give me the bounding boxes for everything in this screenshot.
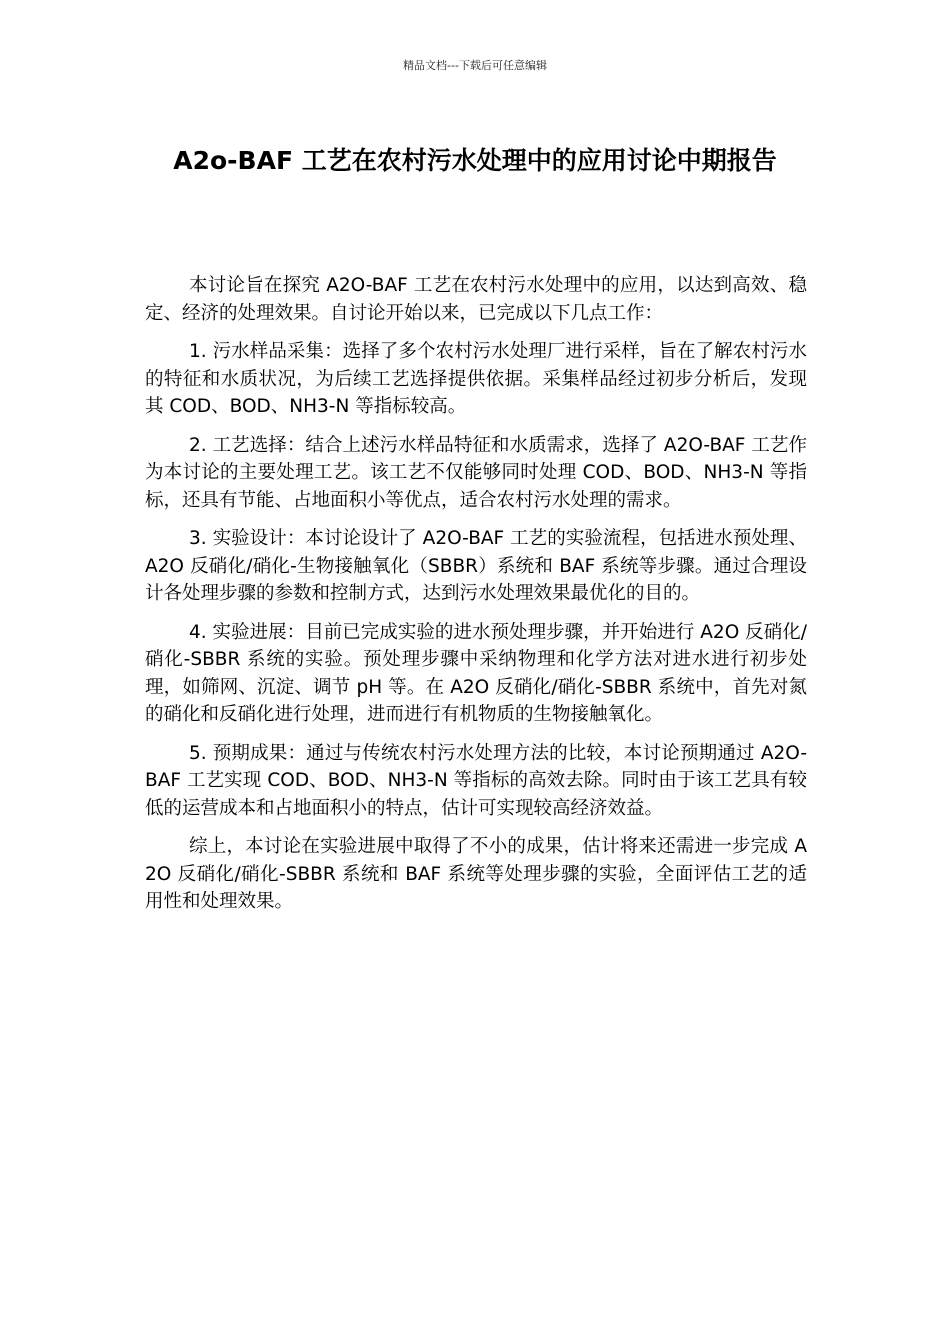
- paragraph-conclusion: 综上，本讨论在实验进展中取得了不小的成果，估计将来还需进一步完成 A2O 反硝化/硝化-SBBR 系统和 BAF 系统等处理步骤的实验，全面评估工艺的适用性和处理效果。: [145, 836, 807, 912]
- paragraph-process-selection: 2. 工艺选择：结合上述污水样品特征和水质需求，选择了 A2O-BAF 工艺作为本讨论的主要处理工艺。该工艺不仅能够同时处理 COD、BOD、NH3-N 等指标，还具有节能、占地面积小等优点，适合农村污水处理的需求。: [145, 434, 807, 511]
- paragraph-experiment-progress: 4. 实验进展：目前已完成实验的进水预处理步骤，并开始进行 A2O 反硝化/硝化-SBBR 系统的实验。预处理步骤中采纳物理和化学方法对进水进行初步处理，如筛网、沉淀、调节 pH 等。在 A2O 反硝化/硝化-SBBR 系统中，首先对氮的硝化和反硝化进行处理，进而进行有机物质的生物接触氧化。: [145, 621, 807, 725]
- header-note: 精品文档---下载后可任意编辑: [403, 59, 547, 72]
- paragraph-sample-collection: 1. 污水样品采集：选择了多个农村污水处理厂进行采样，旨在了解农村污水的特征和水质状况，为后续工艺选择提供依据。采集样品经过初步分析后，发现其 COD、BOD、NH3-N 等指标较高。: [145, 341, 807, 417]
- document-title: A2o-BAF 工艺在农村污水处理中的应用讨论中期报告: [173, 146, 777, 175]
- paragraph-intro: 本讨论旨在探究 A2O-BAF 工艺在农村污水处理中的应用，以达到高效、稳定、经济的处理效果。自讨论开始以来，已完成以下几点工作：: [145, 275, 807, 324]
- paragraph-experiment-design: 3. 实验设计：本讨论设计了 A2O-BAF 工艺的实验流程，包括进水预处理、A2O 反硝化/硝化-生物接触氧化（SBBR）系统和 BAF 系统等步骤。通过合理设计各处理步骤的参数和控制方式，达到污水处理效果最优化的目的。: [145, 528, 807, 604]
- paragraph-expected-results: 5. 预期成果：通过与传统农村污水处理方法的比较，本讨论预期通过 A2O-BAF 工艺实现 COD、BOD、NH3-N 等指标的高效去除。同时由于该工艺具有较低的运营成本和占地面积小的特点，估计可实现较高经济效益。: [145, 742, 807, 819]
- document-body: [145, 272, 807, 927]
